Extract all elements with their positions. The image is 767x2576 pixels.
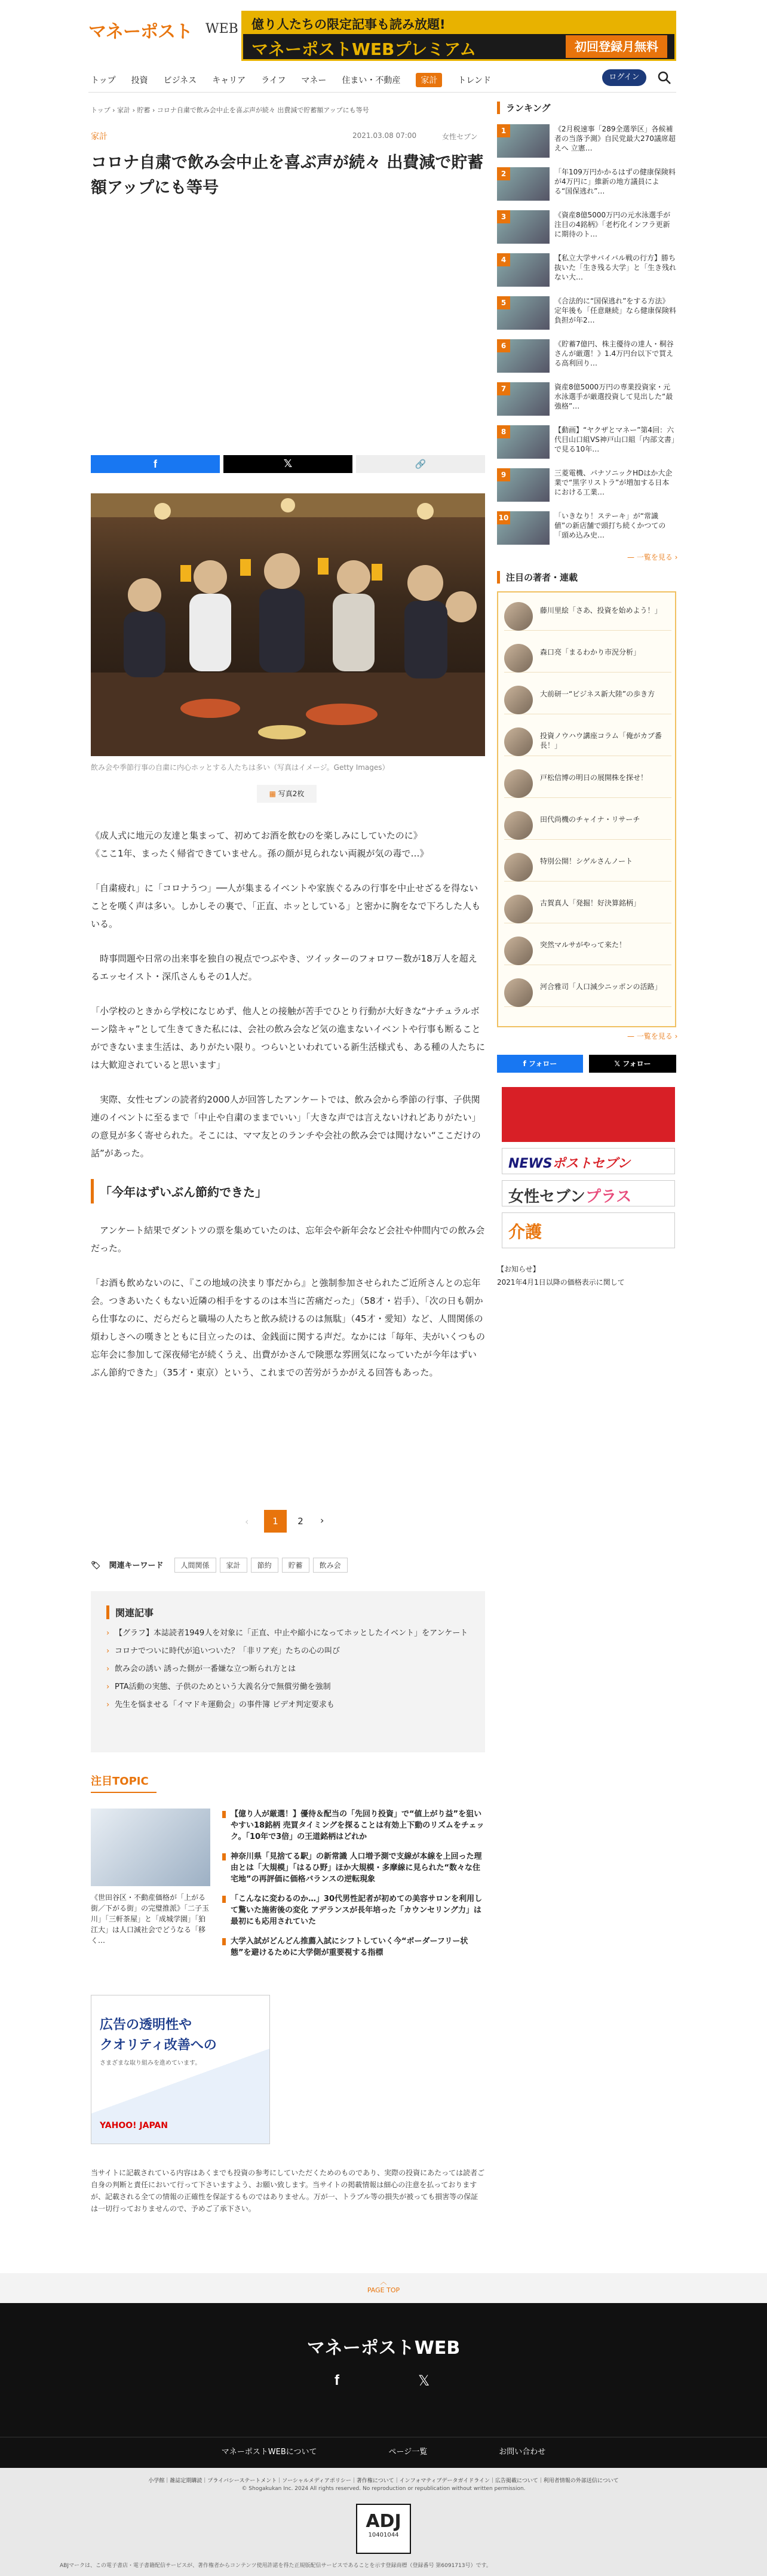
ad-line1: 広告の透明性や [100, 2018, 192, 2032]
nav-money[interactable]: マネー [301, 76, 327, 85]
facebook-icon: f [154, 458, 157, 470]
page-2-button[interactable]: 2 [297, 1516, 303, 1527]
ranking-title-text: 《資産8億5000万円の元水泳選手が注目の4銘柄》「老朽化インフラ更新に期待のト… [554, 211, 671, 238]
author-name: 戸松信博の明日の展開株を探せ！ [540, 773, 648, 782]
x-icon: 𝕏 [283, 458, 293, 470]
author-name: 藤川里絵「さあ、投資を始めよう！」 [540, 606, 662, 615]
ranking-title-text: 《2月税速事「289全選挙区」各候補者の当落予測》自民党最大270議席超えへ 立憲… [554, 125, 676, 152]
ranking-more-link[interactable]: — 一覧を見る › [627, 553, 678, 561]
page-top-button[interactable]: ︿ PAGE TOP [367, 2278, 400, 2294]
search-icon[interactable] [657, 70, 671, 85]
paragraph: 時事問題や日常の出来事を独自の視点でつぶやき、ツイッターのフォロワー数が18万人を超えるエッセイスト・深爪さんもその1人だ。 [91, 953, 477, 982]
topic-link[interactable]: 大学入試がどんどん推薦入試にシフトしていく今“ボーダーフリー状態”を避けるために大学側が重要視する指標 [222, 1936, 485, 1958]
ranking-title-text: 【私立大学サバイバル戦の行方】勝ち抜いた「生き残る大学」と「生き残れない大… [554, 254, 677, 281]
photo-caption: 飲み会や季節行事の自粛に内心ホッとする人たちは多い（写真はイメージ。Getty Images） [91, 763, 389, 772]
avatar [504, 853, 533, 882]
facebook-follow-button[interactable]: f フォロー [497, 1055, 583, 1073]
footer-link-about[interactable]: マネーポストWEBについて [221, 2448, 317, 2457]
topic-link[interactable]: 【億り人が厳選！】優待＆配当の「先回り投資」で“値上がり益”を狙いやすい18銘柄 売買タイミングを探ることは有効上下動のリズムをチェック。「10年で3倍」の王道銘柄はどれか [222, 1809, 485, 1843]
author-item[interactable] [504, 974, 671, 1007]
authors-box [497, 591, 676, 1027]
adj-number: 10401044 [368, 2532, 399, 2538]
avatar [504, 769, 533, 798]
author-name: 古賀真人「発掘！好決算銘柄」 [540, 899, 641, 907]
author-name: 投資ノウハウ講座コラム「俺がカブ番長！」 [540, 732, 662, 750]
news-label: 【お知らせ】 [497, 1265, 540, 1273]
adj-badge [356, 2504, 411, 2554]
ranking-item[interactable] [497, 382, 676, 418]
grid-icon: ▦ [269, 790, 276, 798]
related-link[interactable]: › 【グラフ】本誌読者1949人を対象に「正直、中止や縮小になってホッとしたイベント」をアンケート [106, 1628, 470, 1639]
section-heading: 「今年はずいぶん節約できた」 [91, 1179, 485, 1203]
article-body [91, 827, 485, 1398]
author-item[interactable] [504, 723, 671, 756]
x-follow-button[interactable]: 𝕏 フォロー [589, 1055, 676, 1073]
related-link[interactable]: › PTA活動の実態、子供のためという大義名分で無償労働を強制 [106, 1681, 470, 1693]
news-link[interactable]: 2021年4月1日以降の価格表示に関して [497, 1278, 625, 1287]
yahoo-logo: YAHOO! JAPAN [100, 2121, 168, 2130]
ranking-title-text: 「いきなり！ステーキ」が“常識値”の新店舗で頭打ち続くかつての「頭め込み史… [554, 512, 666, 539]
footer [0, 2303, 767, 2468]
topic-link[interactable]: 「こんなに変わるのか…」30代男性記者が初めての美容サロンを利用して驚いた施術後の変化 アデランスが長年培った「カウンセリング力」は最初にも応用されていた [222, 1893, 485, 1927]
nav-invest[interactable]: 投資 [131, 76, 148, 85]
author-name: 大前研一“ビジネス新大陸”の歩き方 [540, 690, 655, 698]
keyword-tag[interactable]: 貯蓄 [282, 1558, 309, 1573]
rank-number: 8 [497, 425, 510, 438]
rank-number: 7 [497, 382, 510, 395]
sidebar-banner-release[interactable] [502, 1087, 675, 1142]
breadcrumb: トップ › 家計 › 貯蓄 › コロナ自粛で飲み会中止を喜ぶ声が続々 出費減で貯蓄額アップにも等号 [91, 106, 369, 114]
related-link[interactable]: › 先生を悩ませる「イマドキ運動会」の事件簿 ビデオ判定要求も [106, 1699, 470, 1711]
avatar [504, 727, 533, 756]
author-item[interactable] [504, 806, 671, 840]
avatar [504, 644, 533, 673]
breadcrumb-current: コロナ自粛で飲み会中止を喜ぶ声が続々 出費減で貯蓄額アップにも等号 [157, 106, 369, 114]
tag-icon: 🏷 [91, 1561, 101, 1570]
paragraph: アンケート結果でダントツの票を集めていたのは、忘年会や新年会など会社や仲間内での飲み会だった。 [91, 1225, 485, 1254]
ad-banner[interactable] [91, 1995, 270, 2144]
avatar [504, 686, 533, 714]
author-item[interactable] [504, 848, 671, 882]
site-logo[interactable] [88, 11, 238, 47]
topic-title: 注目TOPIC [91, 1773, 157, 1793]
keyword-section [91, 1558, 485, 1576]
abj-note: ABJマークは、この電子書店・電子書籍配信サービスが、著作権者からコンテンツ使用許諾を得た正規版配信サービスであることを示す登録商標（登録番号 第6091713号）です。 [60, 2563, 492, 2569]
ranking-item[interactable] [497, 167, 676, 203]
keyword-tag[interactable]: 家計 [220, 1558, 247, 1573]
rank-number: 4 [497, 253, 510, 266]
ad-line3: さまざまな取り組みを進めています。 [100, 2060, 201, 2067]
nav-business[interactable]: ビジネス [163, 76, 197, 85]
article-category[interactable]: 家計 [91, 132, 108, 142]
ad-line2: クオリティ改善への [100, 2038, 217, 2053]
author-item[interactable] [504, 639, 671, 673]
sidebar [497, 102, 676, 114]
avatar [504, 602, 533, 631]
topic-image[interactable] [91, 1809, 210, 1886]
ranking-item[interactable] [497, 468, 676, 504]
prev-page-icon: ‹ [245, 1516, 249, 1527]
related-link[interactable]: › コロナでついに時代が追いついた？「非リア充」たちの心の叫び [106, 1645, 470, 1657]
authors-heading [497, 571, 676, 584]
author-name: 森口亮「まるわかり市況分析」 [540, 648, 641, 656]
nav-top[interactable]: トップ [91, 76, 116, 85]
nav-career[interactable]: キャリア [212, 76, 246, 85]
nav-life[interactable]: ライフ [261, 76, 286, 85]
rank-number: 5 [497, 296, 510, 309]
rank-number: 2 [497, 167, 510, 180]
related-link[interactable]: › 飲み会の誘い 誘った側が一番嫌な立つ断られ方とは [106, 1663, 470, 1675]
ranking-title-text: 《合法的に“国保逃れ”をする方法》定年後も「任意継続」なら健康保険料負担が年2… [554, 297, 677, 324]
banner-line1: 億り人たちの限定記事も読み放題! [251, 17, 446, 32]
breadcrumb-top[interactable]: トップ [91, 106, 111, 114]
photo-count-label: 写真2枚 [278, 790, 305, 798]
page-1-button[interactable]: 1 [264, 1510, 287, 1533]
premium-banner[interactable] [241, 11, 676, 61]
ranking-item[interactable] [497, 124, 676, 160]
main-nav [91, 73, 545, 87]
share-x-button[interactable] [223, 455, 352, 473]
author-item[interactable] [504, 597, 671, 631]
author-item[interactable] [504, 681, 671, 714]
author-name: 河合雅司「人口減少ニッポンの活路」 [540, 982, 662, 991]
breadcrumb-household[interactable]: 家計 [117, 106, 131, 114]
author-name: 田代尚機のチャイナ・リサーチ [540, 815, 640, 824]
ranking-title-text: 「年109万円かかるはずの健康保険料が4万円に」維新の地方議員による“国保逃れ”… [554, 168, 676, 195]
ranking-title-text: 資産8億5000万円の専業投資家・元水泳選手が厳選投資して見出した“最強格”… [554, 383, 673, 410]
login-button[interactable]: ログイン [602, 69, 646, 86]
ranking-list [497, 124, 676, 554]
topic-side-caption[interactable]: 《世田谷区・不動産価格が「上がる街／下がる街」の完璧推派》「二子玉川」「三軒茶屋」と「成城学園」「狛江大」は人口減社会でどうなる「移く… [91, 1893, 210, 1945]
share-facebook-button[interactable] [91, 455, 220, 473]
ranking-title: ランキング [497, 102, 676, 114]
footer-link-pages[interactable]: ページ一覧 [388, 2448, 428, 2457]
ranking-item[interactable] [497, 210, 676, 246]
avatar [504, 978, 533, 1007]
ranking-item[interactable] [497, 253, 676, 289]
avatar [504, 811, 533, 840]
breadcrumb-savings[interactable]: 貯蓄 [137, 106, 151, 114]
author-name: 突然マルサがやって来た！ [540, 941, 627, 949]
footer-links [0, 2445, 767, 2457]
logo-text: マネーポスト [88, 22, 192, 42]
link-icon: 🔗 [415, 459, 427, 469]
topic-section [91, 1773, 485, 2030]
chevron-up-icon: ︿ [380, 2278, 387, 2286]
ranking-title-text: 三菱電機、パナソニックHDはか大企業で“黒字リストラ”が増加する日本における工業… [554, 469, 673, 496]
rank-number: 3 [497, 210, 510, 223]
author-item[interactable] [504, 764, 671, 798]
paragraph: 「お酒も飲めないのに、『この地域の決まり事だから』と強制参加させられたご近所さんとの忘年会。つきあいたくもない近隣の相手をするのは本当に苦痛だった」（58才・岩手）、「次の日も朝から仕事なのに、だらだらと職場の人たちと飲み続けるのは無駄」（45才・愛知）など、人間関係の煩わしさへの嘆きとともに目立ったのは、金銭面に関する声だ。なかには「毎年、夫がいくつもの忘年会に参加して深夜帰宅が続くうえ、出費がかさんで険悪な雰囲気になっていたが今年はずいぶん節約できた」（35才・東京）という、これまでの苦労がうかがえる回答もあった。 [91, 1278, 486, 1378]
author-item[interactable] [504, 932, 671, 965]
related-title: 関連記事 [106, 1605, 470, 1619]
keyword-label: 関連キーワード [109, 1561, 164, 1570]
sidebar-banner-josei-seven[interactable]: 女性セブンプラス [502, 1180, 675, 1206]
ranking-item[interactable] [497, 296, 676, 332]
copyright: © Shogakukan Inc. 2024 All rights reserved. No reproduction or republication without written permission. [241, 2486, 526, 2492]
rank-number: 9 [497, 468, 510, 481]
facebook-icon: f [523, 1060, 526, 1068]
photo-count-button[interactable] [257, 785, 317, 803]
sidebar-banner-news-post-seven[interactable]: NEWSポストセブン [502, 1148, 675, 1174]
ranking-item[interactable] [497, 339, 676, 375]
adj-mark: ADJ [366, 2511, 401, 2532]
keyword-tag[interactable]: 飲み会 [313, 1558, 348, 1573]
facebook-icon[interactable]: f [335, 2372, 339, 2388]
ranking-title-text: 《貯蓄7億円、株主優待の達人・桐谷さんが厳選！》1.4万円台以下で買える高利回り… [554, 340, 674, 367]
article-date: 2021.03.08 07:00 [352, 131, 417, 140]
nav-housing[interactable]: 住まい・不動産 [342, 76, 401, 85]
footer-logo[interactable]: マネーポストWEB [306, 2338, 461, 2359]
banner-cta-button[interactable]: 初回登録月無料 [566, 35, 667, 58]
article-title: コロナ自粛で飲み会中止を喜ぶ声が続々 出費減で貯蓄額アップにも等号 [91, 153, 484, 197]
pagination [239, 1510, 358, 1534]
copy-link-button[interactable] [356, 455, 485, 473]
footer-sub-links[interactable]: 小学館｜雑誌定期購読｜プライバシーステートメント｜ソーシャルメディアポリシー｜著作権について｜インフォマティブデータガイドライン｜広告掲載について｜利用者情報の外部送信について [148, 2478, 619, 2484]
article-source: 女性セブン [442, 133, 478, 141]
author-name: 特別公開！シゲルさんノート [540, 857, 633, 865]
avatar [504, 895, 533, 923]
nav-trend[interactable]: トレンド [458, 76, 492, 85]
x-icon[interactable]: 𝕏 [418, 2372, 430, 2389]
nav-household[interactable]: 家計 [416, 73, 442, 87]
related-articles [91, 1591, 485, 1752]
ranking-item[interactable] [497, 511, 676, 547]
ranking-title-text: 【動画】“ヤクザとマネー”第4回：六代目山口組VS神戸山口組「内部文書」で見る10年… [554, 426, 675, 453]
author-item[interactable] [504, 890, 671, 923]
article-photo[interactable] [91, 493, 485, 756]
paragraph: 「自粛疲れ」に「コロナうつ」──人が集まるイベントや家族ぐるみの行事を中止せざるを得ないことを嘆く声は多い。しかしその裏で、「正直、ホッとしている」と密かに胸をなで下ろした人もいる。 [91, 883, 481, 929]
authors-title: 注目の著者・連載 [497, 571, 676, 584]
topic-link[interactable]: 神奈川県「見捨てる駅」の新常識 人口増予測で支線が本線を上回った理由とは「大規模」「はるひ野」ほか大規模・多摩線に見られた“数々な住宅地”の再評価に価格バランスの逆転現象 [222, 1851, 485, 1885]
keyword-tag[interactable]: 人間関係 [174, 1558, 216, 1573]
footer-link-contact[interactable]: お問い合わせ [499, 2448, 546, 2457]
paragraph: 実際、女性セブンの読者約2000人が回答したアンケートでは、飲み会から季節の行事、子供関連のイベントに至るまで「中止や自粛のままでいい」「大きな声では言えないけれどありがたい」の意見が多く寄せられた。そこには、ママ友とのランチや会社の飲み会では聞けない“ここだけの話”があった。 [91, 1094, 481, 1159]
paragraph: 《成人式に地元の友達と集まって、初めてお酒を飲むのを楽しみにしていたのに》 [91, 830, 422, 841]
keyword-tag[interactable]: 節約 [251, 1558, 278, 1573]
rank-number: 10 [497, 511, 510, 524]
ranking-item[interactable] [497, 425, 676, 461]
footer-bottom [0, 2468, 767, 2576]
rank-number: 6 [497, 339, 510, 352]
paragraph: 《ここ1年、まったく帰省できていません。孫の顔が見られない両親が気の毒で…》 [91, 848, 429, 859]
paragraph: 「小学校のときから学校になじめず、他人との接触が苦手でひとり行動が大好きな“ナチュラルボーン陰キャ”として生きてきた私には、会社の飲み会など気の進まないイベントや行事も断ることができないまま生活は、ありがたい限り。つらいといわれている新生活様式も、ある種の人たちには大歓迎されていると思います」 [91, 1006, 486, 1070]
sidebar-banner-kaigo[interactable]: 介護 [502, 1212, 675, 1248]
disclaimer: 当サイトに記載されている内容はあくまでも投資の参考にしていただくためのものであり、実際の投資にあたっては読者ご自身の判断と責任において行って下さいますよう、お願い致します。当サイトの掲載情報は細心の注意を払っておりますが、記載される全ての情報の正確性を保証するものではありません。万が一、トラブル等の損失が被っても損害等の保証は一切行っておりませんので、予めご了承下さい。 [91, 2169, 485, 2213]
authors-more-link[interactable]: — 一覧を見る › [627, 1032, 678, 1040]
logo-web: WEB [205, 22, 238, 36]
avatar [504, 937, 533, 965]
x-icon: 𝕏 [614, 1060, 621, 1068]
banner-logo: マネーポストWEBプレミアム [251, 39, 477, 59]
next-page-icon[interactable]: › [320, 1515, 324, 1526]
rank-number: 1 [497, 124, 510, 137]
